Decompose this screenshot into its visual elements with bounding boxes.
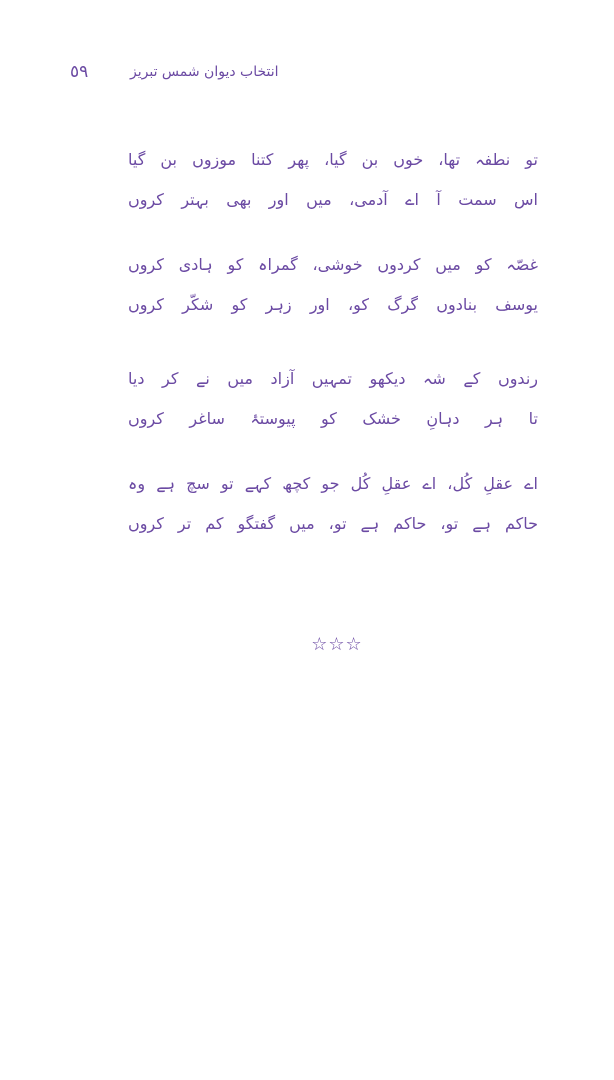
page-header	[64, 62, 484, 92]
verse-line: اس سمت آ اے آدمی، میں اور بھی بہتر کروں	[128, 190, 538, 209]
running-title: انتخاب دیوان شمس تبریز	[130, 64, 279, 80]
page-number: ٩٥	[70, 62, 89, 82]
star-ornament: ☆☆☆	[311, 634, 363, 655]
stanza-2	[128, 255, 538, 315]
verse-line: غصّہ کو میں کردوں خوشی، گمراہ کو ہادی کروں	[128, 255, 538, 274]
stanza-1	[128, 150, 538, 210]
verse-line: اے عقلِ کُل، اے عقلِ کُل جو کچھ کہے تو سچ ہے وہ	[128, 474, 538, 493]
stanza-3	[128, 369, 538, 429]
verse-line: رندوں کے شہ دیکھو تمہیں آزاد میں نے کر دیا	[128, 369, 538, 388]
verse-line: یوسف بنادوں گرگ کو، اور زہر کو شکّر کروں	[128, 295, 538, 314]
verse-line: تو نطفہ تھا، خوں بن گیا، پھر کتنا موزوں بن گیا	[128, 150, 538, 169]
stanza-4	[128, 474, 538, 534]
verse-line: حاکم ہے تو، حاکم ہے تو، میں گفتگو کم تر کروں	[128, 514, 538, 533]
poem-body	[128, 150, 538, 579]
verse-line: تا ہر دہانِ خشک کو پیوستۂ ساغر کروں	[128, 409, 538, 428]
